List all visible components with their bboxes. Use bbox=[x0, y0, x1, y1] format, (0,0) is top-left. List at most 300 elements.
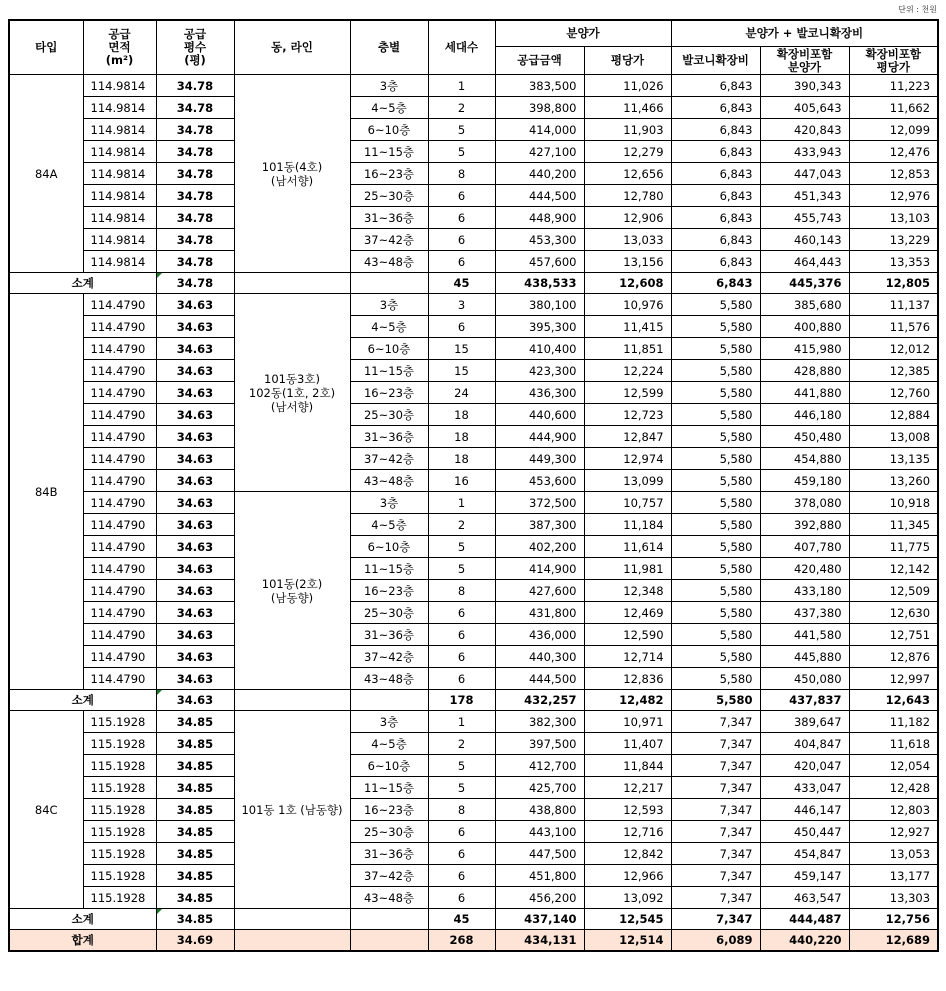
balcony-cell: 7,347 bbox=[671, 821, 760, 843]
floor-cell: 37~42층 bbox=[350, 229, 428, 251]
incl-price-cell: 445,880 bbox=[760, 646, 849, 668]
subtotal-floor-empty bbox=[350, 690, 428, 711]
per-pyeong-cell: 12,836 bbox=[584, 668, 671, 690]
households-cell: 24 bbox=[428, 382, 495, 404]
subtotal-floor-empty bbox=[350, 273, 428, 294]
per-pyeong-cell: 12,974 bbox=[584, 448, 671, 470]
area-cell: 114.9814 bbox=[83, 97, 156, 119]
header-pyeong: 공급 평수 (평) bbox=[156, 20, 234, 75]
households-cell: 5 bbox=[428, 558, 495, 580]
incl-per-pyeong-cell: 12,099 bbox=[849, 119, 938, 141]
pyeong-cell: 34.63 bbox=[156, 558, 234, 580]
floor-cell: 3층 bbox=[350, 294, 428, 316]
floor-cell: 25~30층 bbox=[350, 602, 428, 624]
area-cell: 114.4790 bbox=[83, 580, 156, 602]
area-cell: 115.1928 bbox=[83, 755, 156, 777]
balcony-cell: 5,580 bbox=[671, 470, 760, 492]
table-row bbox=[9, 404, 938, 426]
total-floor-empty bbox=[350, 930, 428, 952]
supply-amount-cell: 440,200 bbox=[495, 163, 584, 185]
incl-price-cell: 433,943 bbox=[760, 141, 849, 163]
incl-price-cell: 451,343 bbox=[760, 185, 849, 207]
balcony-cell: 6,843 bbox=[671, 119, 760, 141]
subtotal-row bbox=[9, 273, 938, 294]
incl-per-pyeong-cell: 12,976 bbox=[849, 185, 938, 207]
dong-cell: 101동3호) 102동(1호, 2호) (남서향) bbox=[234, 294, 350, 492]
pyeong-cell: 34.63 bbox=[156, 602, 234, 624]
area-cell: 114.9814 bbox=[83, 207, 156, 229]
subtotal-dong-empty bbox=[234, 909, 350, 930]
pyeong-cell: 34.63 bbox=[156, 514, 234, 536]
per-pyeong-cell: 12,217 bbox=[584, 777, 671, 799]
table-row bbox=[9, 185, 938, 207]
balcony-cell: 6,843 bbox=[671, 229, 760, 251]
households-cell: 8 bbox=[428, 799, 495, 821]
type-cell: 84A bbox=[9, 75, 83, 273]
area-cell: 115.1928 bbox=[83, 777, 156, 799]
subtotal-dong-empty bbox=[234, 690, 350, 711]
pyeong-cell: 34.85 bbox=[156, 777, 234, 799]
supply-amount-cell: 410,400 bbox=[495, 338, 584, 360]
balcony-cell: 5,580 bbox=[671, 338, 760, 360]
floor-cell: 4~5층 bbox=[350, 97, 428, 119]
table-row bbox=[9, 558, 938, 580]
table-row bbox=[9, 338, 938, 360]
subtotal-incl-per-pyeong: 12,805 bbox=[849, 273, 938, 294]
balcony-cell: 6,843 bbox=[671, 207, 760, 229]
subtotal-incl-per-pyeong: 12,756 bbox=[849, 909, 938, 930]
pyeong-cell: 34.63 bbox=[156, 492, 234, 514]
balcony-cell: 6,843 bbox=[671, 163, 760, 185]
floor-cell: 16~23층 bbox=[350, 799, 428, 821]
floor-cell: 31~36층 bbox=[350, 426, 428, 448]
balcony-cell: 5,580 bbox=[671, 316, 760, 338]
floor-cell: 11~15층 bbox=[350, 558, 428, 580]
pyeong-cell: 34.63 bbox=[156, 294, 234, 316]
floor-cell: 16~23층 bbox=[350, 163, 428, 185]
header-type: 타입 bbox=[9, 20, 83, 75]
incl-price-cell: 389,647 bbox=[760, 711, 849, 733]
incl-per-pyeong-cell: 11,345 bbox=[849, 514, 938, 536]
subtotal-supply-amount: 437,140 bbox=[495, 909, 584, 930]
floor-cell: 31~36층 bbox=[350, 207, 428, 229]
area-cell: 114.9814 bbox=[83, 251, 156, 273]
floor-cell: 6~10층 bbox=[350, 119, 428, 141]
pyeong-cell: 34.63 bbox=[156, 536, 234, 558]
balcony-cell: 6,843 bbox=[671, 141, 760, 163]
households-cell: 18 bbox=[428, 426, 495, 448]
header-supply-amount: 공급금액 bbox=[495, 47, 584, 75]
area-cell: 115.1928 bbox=[83, 733, 156, 755]
incl-per-pyeong-cell: 13,053 bbox=[849, 843, 938, 865]
subtotal-per-pyeong: 12,482 bbox=[584, 690, 671, 711]
floor-cell: 25~30층 bbox=[350, 404, 428, 426]
incl-per-pyeong-cell: 12,630 bbox=[849, 602, 938, 624]
total-balcony: 6,089 bbox=[671, 930, 760, 952]
area-cell: 114.4790 bbox=[83, 338, 156, 360]
table-row bbox=[9, 97, 938, 119]
households-cell: 5 bbox=[428, 777, 495, 799]
header-per-pyeong: 평당가 bbox=[584, 47, 671, 75]
pyeong-cell: 34.63 bbox=[156, 382, 234, 404]
households-cell: 5 bbox=[428, 119, 495, 141]
incl-per-pyeong-cell: 12,509 bbox=[849, 580, 938, 602]
supply-amount-cell: 457,600 bbox=[495, 251, 584, 273]
incl-price-cell: 446,147 bbox=[760, 799, 849, 821]
households-cell: 6 bbox=[428, 316, 495, 338]
incl-per-pyeong-cell: 12,476 bbox=[849, 141, 938, 163]
subtotal-per-pyeong: 12,545 bbox=[584, 909, 671, 930]
per-pyeong-cell: 11,851 bbox=[584, 338, 671, 360]
pyeong-cell: 34.63 bbox=[156, 448, 234, 470]
header-dong: 동, 라인 bbox=[234, 20, 350, 75]
area-cell: 114.4790 bbox=[83, 316, 156, 338]
header-area: 공급 면적 (m²) bbox=[83, 20, 156, 75]
area-cell: 114.9814 bbox=[83, 141, 156, 163]
balcony-cell: 6,843 bbox=[671, 251, 760, 273]
pyeong-cell: 34.85 bbox=[156, 799, 234, 821]
table-row bbox=[9, 382, 938, 404]
per-pyeong-cell: 12,723 bbox=[584, 404, 671, 426]
households-cell: 8 bbox=[428, 580, 495, 602]
per-pyeong-cell: 12,847 bbox=[584, 426, 671, 448]
subtotal-households: 178 bbox=[428, 690, 495, 711]
supply-amount-cell: 431,800 bbox=[495, 602, 584, 624]
floor-cell: 11~15층 bbox=[350, 141, 428, 163]
balcony-cell: 5,580 bbox=[671, 448, 760, 470]
table-row bbox=[9, 207, 938, 229]
subtotal-label: 소계 bbox=[9, 690, 156, 711]
table-row bbox=[9, 119, 938, 141]
pyeong-cell: 34.85 bbox=[156, 733, 234, 755]
per-pyeong-cell: 12,599 bbox=[584, 382, 671, 404]
table-row bbox=[9, 624, 938, 646]
supply-amount-cell: 456,200 bbox=[495, 887, 584, 909]
incl-per-pyeong-cell: 12,760 bbox=[849, 382, 938, 404]
incl-per-pyeong-cell: 12,876 bbox=[849, 646, 938, 668]
area-cell: 114.4790 bbox=[83, 536, 156, 558]
balcony-cell: 6,843 bbox=[671, 185, 760, 207]
incl-price-cell: 459,147 bbox=[760, 865, 849, 887]
balcony-cell: 7,347 bbox=[671, 755, 760, 777]
subtotal-households: 45 bbox=[428, 909, 495, 930]
floor-cell: 43~48층 bbox=[350, 887, 428, 909]
supply-amount-cell: 443,100 bbox=[495, 821, 584, 843]
balcony-cell: 5,580 bbox=[671, 536, 760, 558]
total-supply-amount: 434,131 bbox=[495, 930, 584, 952]
header-floor: 층별 bbox=[350, 20, 428, 75]
incl-price-cell: 450,480 bbox=[760, 426, 849, 448]
header-households: 세대수 bbox=[428, 20, 495, 75]
subtotal-balcony: 6,843 bbox=[671, 273, 760, 294]
per-pyeong-cell: 11,903 bbox=[584, 119, 671, 141]
supply-amount-cell: 427,100 bbox=[495, 141, 584, 163]
per-pyeong-cell: 11,026 bbox=[584, 75, 671, 97]
per-pyeong-cell: 12,590 bbox=[584, 624, 671, 646]
per-pyeong-cell: 10,976 bbox=[584, 294, 671, 316]
table-row bbox=[9, 602, 938, 624]
floor-cell: 43~48층 bbox=[350, 668, 428, 690]
supply-amount-cell: 440,600 bbox=[495, 404, 584, 426]
incl-per-pyeong-cell: 13,008 bbox=[849, 426, 938, 448]
households-cell: 18 bbox=[428, 404, 495, 426]
area-cell: 114.4790 bbox=[83, 448, 156, 470]
area-cell: 115.1928 bbox=[83, 865, 156, 887]
incl-price-cell: 390,343 bbox=[760, 75, 849, 97]
area-cell: 115.1928 bbox=[83, 887, 156, 909]
per-pyeong-cell: 12,224 bbox=[584, 360, 671, 382]
area-cell: 115.1928 bbox=[83, 821, 156, 843]
incl-per-pyeong-cell: 12,054 bbox=[849, 755, 938, 777]
pyeong-cell: 34.63 bbox=[156, 668, 234, 690]
pyeong-cell: 34.78 bbox=[156, 163, 234, 185]
households-cell: 6 bbox=[428, 602, 495, 624]
incl-price-cell: 428,880 bbox=[760, 360, 849, 382]
floor-cell: 4~5층 bbox=[350, 733, 428, 755]
subtotal-floor-empty bbox=[350, 909, 428, 930]
area-cell: 114.4790 bbox=[83, 426, 156, 448]
per-pyeong-cell: 11,184 bbox=[584, 514, 671, 536]
households-cell: 8 bbox=[428, 163, 495, 185]
incl-per-pyeong-cell: 10,918 bbox=[849, 492, 938, 514]
supply-amount-cell: 372,500 bbox=[495, 492, 584, 514]
per-pyeong-cell: 11,844 bbox=[584, 755, 671, 777]
per-pyeong-cell: 12,656 bbox=[584, 163, 671, 185]
supply-amount-cell: 414,000 bbox=[495, 119, 584, 141]
per-pyeong-cell: 12,279 bbox=[584, 141, 671, 163]
balcony-cell: 5,580 bbox=[671, 426, 760, 448]
area-cell: 114.4790 bbox=[83, 492, 156, 514]
unit-note: 단위 : 천원 bbox=[898, 5, 937, 14]
households-cell: 6 bbox=[428, 185, 495, 207]
incl-price-cell: 450,447 bbox=[760, 821, 849, 843]
households-cell: 16 bbox=[428, 470, 495, 492]
area-cell: 115.1928 bbox=[83, 711, 156, 733]
table-row bbox=[9, 360, 938, 382]
table-row bbox=[9, 141, 938, 163]
table-row bbox=[9, 448, 938, 470]
incl-price-cell: 459,180 bbox=[760, 470, 849, 492]
incl-per-pyeong-cell: 11,662 bbox=[849, 97, 938, 119]
incl-per-pyeong-cell: 11,137 bbox=[849, 294, 938, 316]
balcony-cell: 5,580 bbox=[671, 646, 760, 668]
incl-price-cell: 464,443 bbox=[760, 251, 849, 273]
pyeong-cell: 34.78 bbox=[156, 75, 234, 97]
per-pyeong-cell: 12,780 bbox=[584, 185, 671, 207]
per-pyeong-cell: 11,466 bbox=[584, 97, 671, 119]
incl-per-pyeong-cell: 13,103 bbox=[849, 207, 938, 229]
per-pyeong-cell: 11,981 bbox=[584, 558, 671, 580]
incl-price-cell: 400,880 bbox=[760, 316, 849, 338]
supply-amount-cell: 402,200 bbox=[495, 536, 584, 558]
floor-cell: 25~30층 bbox=[350, 185, 428, 207]
supply-amount-cell: 444,500 bbox=[495, 668, 584, 690]
supply-amount-cell: 436,300 bbox=[495, 382, 584, 404]
balcony-cell: 6,843 bbox=[671, 75, 760, 97]
price-table bbox=[8, 19, 939, 952]
pyeong-cell: 34.85 bbox=[156, 865, 234, 887]
per-pyeong-cell: 13,092 bbox=[584, 887, 671, 909]
households-cell: 15 bbox=[428, 338, 495, 360]
table-row bbox=[9, 733, 938, 755]
header-incl-price: 확장비포함 분양가 bbox=[760, 47, 849, 75]
per-pyeong-cell: 12,716 bbox=[584, 821, 671, 843]
pyeong-cell: 34.78 bbox=[156, 251, 234, 273]
incl-price-cell: 441,580 bbox=[760, 624, 849, 646]
supply-amount-cell: 423,300 bbox=[495, 360, 584, 382]
table-body bbox=[9, 75, 938, 952]
incl-price-cell: 405,643 bbox=[760, 97, 849, 119]
per-pyeong-cell: 10,757 bbox=[584, 492, 671, 514]
incl-per-pyeong-cell: 12,927 bbox=[849, 821, 938, 843]
table-row bbox=[9, 251, 938, 273]
floor-cell: 3층 bbox=[350, 75, 428, 97]
area-cell: 114.4790 bbox=[83, 514, 156, 536]
incl-price-cell: 447,043 bbox=[760, 163, 849, 185]
pyeong-cell: 34.63 bbox=[156, 580, 234, 602]
per-pyeong-cell: 12,906 bbox=[584, 207, 671, 229]
subtotal-pyeong: 34.63 bbox=[156, 690, 234, 711]
area-cell: 114.4790 bbox=[83, 646, 156, 668]
table-row bbox=[9, 229, 938, 251]
area-cell: 114.9814 bbox=[83, 229, 156, 251]
area-cell: 115.1928 bbox=[83, 799, 156, 821]
subtotal-supply-amount: 432,257 bbox=[495, 690, 584, 711]
balcony-cell: 7,347 bbox=[671, 711, 760, 733]
pyeong-cell: 34.63 bbox=[156, 470, 234, 492]
header-incl-per-pyeong: 확장비포함 평당가 bbox=[849, 47, 938, 75]
per-pyeong-cell: 13,033 bbox=[584, 229, 671, 251]
incl-per-pyeong-cell: 13,303 bbox=[849, 887, 938, 909]
pyeong-cell: 34.63 bbox=[156, 404, 234, 426]
balcony-cell: 7,347 bbox=[671, 865, 760, 887]
households-cell: 5 bbox=[428, 141, 495, 163]
households-cell: 5 bbox=[428, 536, 495, 558]
incl-per-pyeong-cell: 12,428 bbox=[849, 777, 938, 799]
table-row bbox=[9, 492, 938, 514]
households-cell: 6 bbox=[428, 207, 495, 229]
table-row bbox=[9, 294, 938, 316]
table-row bbox=[9, 426, 938, 448]
supply-amount-cell: 448,900 bbox=[495, 207, 584, 229]
incl-per-pyeong-cell: 12,853 bbox=[849, 163, 938, 185]
total-pyeong: 34.69 bbox=[156, 930, 234, 952]
per-pyeong-cell: 12,966 bbox=[584, 865, 671, 887]
total-row bbox=[9, 930, 938, 952]
households-cell: 6 bbox=[428, 887, 495, 909]
per-pyeong-cell: 12,469 bbox=[584, 602, 671, 624]
incl-price-cell: 385,680 bbox=[760, 294, 849, 316]
households-cell: 6 bbox=[428, 251, 495, 273]
households-cell: 6 bbox=[428, 821, 495, 843]
pyeong-cell: 34.63 bbox=[156, 646, 234, 668]
table-row bbox=[9, 580, 938, 602]
per-pyeong-cell: 12,842 bbox=[584, 843, 671, 865]
balcony-cell: 5,580 bbox=[671, 580, 760, 602]
incl-price-cell: 450,080 bbox=[760, 668, 849, 690]
area-cell: 114.4790 bbox=[83, 624, 156, 646]
households-cell: 6 bbox=[428, 646, 495, 668]
pyeong-cell: 34.85 bbox=[156, 843, 234, 865]
subtotal-balcony: 7,347 bbox=[671, 909, 760, 930]
dong-cell: 101동 1호 (남동향) bbox=[234, 711, 350, 909]
supply-amount-cell: 427,600 bbox=[495, 580, 584, 602]
incl-per-pyeong-cell: 13,177 bbox=[849, 865, 938, 887]
area-cell: 114.9814 bbox=[83, 119, 156, 141]
type-cell: 84B bbox=[9, 294, 83, 690]
floor-cell: 25~30층 bbox=[350, 821, 428, 843]
supply-amount-cell: 387,300 bbox=[495, 514, 584, 536]
table-row bbox=[9, 799, 938, 821]
table-row bbox=[9, 646, 938, 668]
incl-per-pyeong-cell: 12,385 bbox=[849, 360, 938, 382]
floor-cell: 37~42층 bbox=[350, 448, 428, 470]
incl-per-pyeong-cell: 11,182 bbox=[849, 711, 938, 733]
per-pyeong-cell: 10,971 bbox=[584, 711, 671, 733]
supply-amount-cell: 453,600 bbox=[495, 470, 584, 492]
incl-price-cell: 420,047 bbox=[760, 755, 849, 777]
households-cell: 1 bbox=[428, 711, 495, 733]
header-balcony: 발코니확장비 bbox=[671, 47, 760, 75]
incl-price-cell: 433,047 bbox=[760, 777, 849, 799]
table-row bbox=[9, 75, 938, 97]
table-row bbox=[9, 163, 938, 185]
incl-per-pyeong-cell: 12,142 bbox=[849, 558, 938, 580]
pyeong-cell: 34.63 bbox=[156, 426, 234, 448]
table-row bbox=[9, 668, 938, 690]
subtotal-incl-price: 445,376 bbox=[760, 273, 849, 294]
incl-per-pyeong-cell: 11,775 bbox=[849, 536, 938, 558]
table-row bbox=[9, 887, 938, 909]
incl-price-cell: 404,847 bbox=[760, 733, 849, 755]
incl-per-pyeong-cell: 11,618 bbox=[849, 733, 938, 755]
incl-price-cell: 420,843 bbox=[760, 119, 849, 141]
total-incl-per-pyeong: 12,689 bbox=[849, 930, 938, 952]
subtotal-row bbox=[9, 909, 938, 930]
subtotal-pyeong: 34.85 bbox=[156, 909, 234, 930]
pyeong-cell: 34.63 bbox=[156, 338, 234, 360]
per-pyeong-cell: 11,614 bbox=[584, 536, 671, 558]
table-row bbox=[9, 777, 938, 799]
incl-price-cell: 463,547 bbox=[760, 887, 849, 909]
households-cell: 6 bbox=[428, 843, 495, 865]
households-cell: 2 bbox=[428, 97, 495, 119]
households-cell: 2 bbox=[428, 514, 495, 536]
area-cell: 114.4790 bbox=[83, 294, 156, 316]
incl-price-cell: 433,180 bbox=[760, 580, 849, 602]
area-cell: 114.4790 bbox=[83, 602, 156, 624]
floor-cell: 6~10층 bbox=[350, 536, 428, 558]
balcony-cell: 7,347 bbox=[671, 799, 760, 821]
households-cell: 6 bbox=[428, 668, 495, 690]
floor-cell: 4~5층 bbox=[350, 316, 428, 338]
floor-cell: 4~5층 bbox=[350, 514, 428, 536]
supply-amount-cell: 425,700 bbox=[495, 777, 584, 799]
incl-price-cell: 441,880 bbox=[760, 382, 849, 404]
supply-amount-cell: 447,500 bbox=[495, 843, 584, 865]
area-cell: 115.1928 bbox=[83, 843, 156, 865]
supply-amount-cell: 444,900 bbox=[495, 426, 584, 448]
supply-amount-cell: 440,300 bbox=[495, 646, 584, 668]
balcony-cell: 5,580 bbox=[671, 492, 760, 514]
balcony-cell: 6,843 bbox=[671, 97, 760, 119]
table-row bbox=[9, 843, 938, 865]
incl-per-pyeong-cell: 11,576 bbox=[849, 316, 938, 338]
balcony-cell: 5,580 bbox=[671, 558, 760, 580]
dong-cell: 101동(2호) (남동향) bbox=[234, 492, 350, 690]
pyeong-cell: 34.85 bbox=[156, 887, 234, 909]
subtotal-per-pyeong: 12,608 bbox=[584, 273, 671, 294]
